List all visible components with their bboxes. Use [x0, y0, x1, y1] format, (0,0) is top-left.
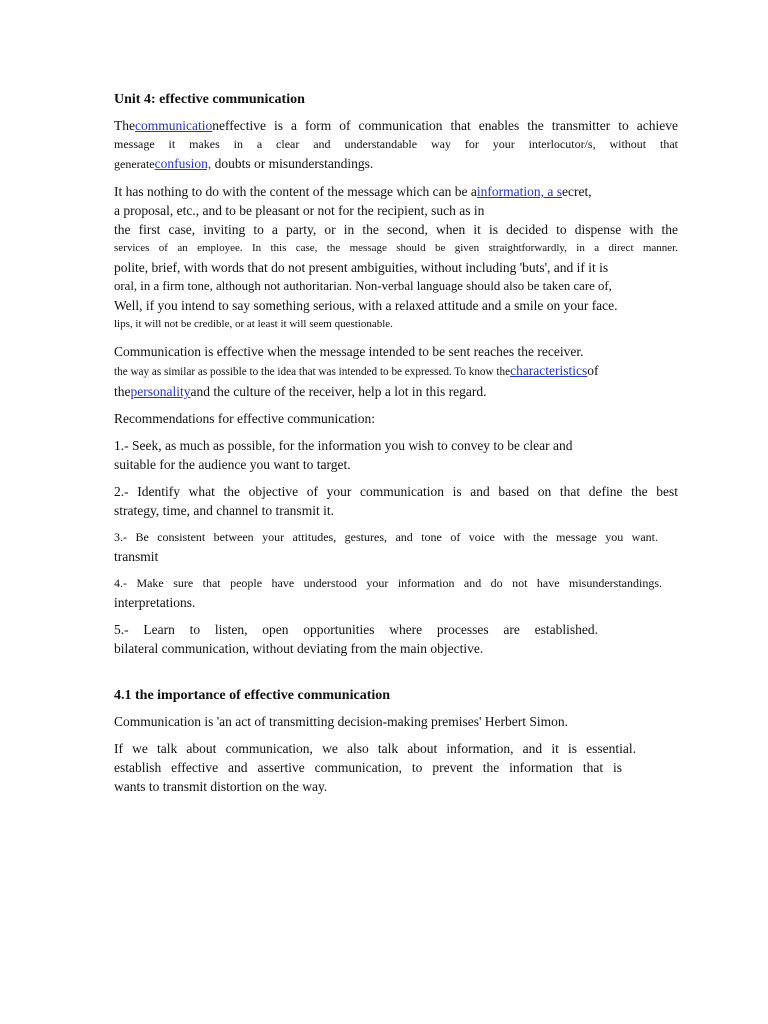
hyperlink-information[interactable]: information, a s [476, 184, 563, 199]
spacer [114, 666, 678, 686]
paragraph-line [114, 361, 678, 382]
paragraph-line: the first case, inviting to a party, or in the second, when it is decided to dispense with the [114, 222, 678, 237]
section-heading-unit-4: Unit 4: effective communication [114, 92, 305, 107]
paragraph-line: interpretations. [114, 595, 196, 610]
paragraph-line: polite, brief, with words that do not present ambiguities, without including 'buts', and if it is [114, 260, 609, 275]
recommendation-2 [114, 482, 678, 520]
paragraph-line: transmit [114, 549, 159, 564]
recommendation-1 [114, 436, 678, 474]
recommendation-5 [114, 620, 678, 658]
text-run: The [114, 118, 135, 133]
paragraph-line: 3.- Be consistent between your attitudes, gestures, and tone of voice with the message you want. [114, 530, 658, 544]
paragraph-line: establish effective and assertive communication, to prevent the information that is [114, 760, 622, 775]
hyperlink-personality[interactable]: personality [130, 384, 191, 399]
text-run: generate [114, 157, 155, 171]
paragraph-line: strategy, time, and channel to transmit it. [114, 503, 334, 518]
paragraph-line: Well, if you intend to say something serious, with a relaxed attitude and a smile on your face. [114, 298, 618, 313]
document-page [114, 90, 678, 804]
paragraph-line: 1.- Seek, as much as possible, for the information you wish to convey to be clear and [114, 438, 573, 453]
hyperlink-confusion[interactable]: confusion, [154, 156, 212, 171]
paragraph-line: wants to transmit distortion on the way. [114, 779, 328, 794]
section-heading-4-1: 4.1 the importance of effective communication [114, 688, 391, 703]
text-run: It has nothing to do with the content of the message which can be a [114, 184, 477, 199]
recommendation-4 [114, 574, 678, 612]
paragraph-line: lips, it will not be credible, or at least it will seem questionable. [114, 318, 393, 330]
text-run: doubts or misunderstandings. [211, 156, 374, 171]
paragraph-line: 4.- Make sure that people have understood your information and do not have misunderstandings. [114, 576, 662, 590]
paragraph-content [114, 182, 678, 334]
paragraph-line [114, 182, 678, 201]
paragraph-line: 5.- Learn to listen, open opportunities where processes are established. [114, 622, 598, 637]
paragraph-definition [114, 116, 678, 174]
text-run: of [587, 363, 599, 378]
text-run: and the culture of the receiver, help a lot in this regard. [190, 384, 487, 399]
paragraph-line: If we talk about communication, we also talk about information, and it is essential. [114, 741, 636, 756]
paragraph-information [114, 739, 678, 796]
paragraph-line: Communication is effective when the message intended to be sent reaches the receiver. [114, 344, 584, 359]
paragraph-line: suitable for the audience you want to target. [114, 457, 351, 472]
paragraph-recommendations-intro [114, 409, 678, 428]
paragraph-line [114, 116, 678, 135]
paragraph-effective [114, 342, 678, 401]
paragraph-line: 2.- Identify what the objective of your communication is and based on that define the best [114, 484, 678, 499]
text-run: the [114, 384, 131, 399]
paragraph-line: a proposal, etc., and to be pleasant or not for the recipient, such as in [114, 203, 485, 218]
paragraph-line: bilateral communication, without deviating from the main objective. [114, 641, 484, 656]
paragraph-line: Communication is 'an act of transmitting decision-making premises' Herbert Simon. [114, 714, 569, 729]
recommendation-3 [114, 528, 678, 566]
paragraph-herbert-simon [114, 712, 678, 731]
text-run: ecret, [562, 184, 592, 199]
paragraph-line: oral, in a firm tone, although not authoritarian. Non-verbal language should also be taken care of, [114, 279, 612, 293]
text-run: neffective is a form of communication that enables the transmitter to achieve [212, 118, 678, 133]
paragraph-line: message it makes in a clear and understandable way for your interlocutor/s, without that [114, 137, 678, 151]
text-run: the way as similar as possible to the idea that was intended to be expressed. To know the [114, 366, 511, 378]
hyperlink-characteristics[interactable]: characteristics [510, 363, 588, 378]
paragraph-line: Recommendations for effective communication: [114, 411, 376, 426]
hyperlink-communication[interactable]: communicatio [135, 118, 213, 133]
paragraph-line [114, 382, 678, 401]
paragraph-line: services of an employee. In this case, the message should be given straightforwardly, in a direct manner. [114, 242, 678, 254]
paragraph-line [114, 154, 678, 174]
